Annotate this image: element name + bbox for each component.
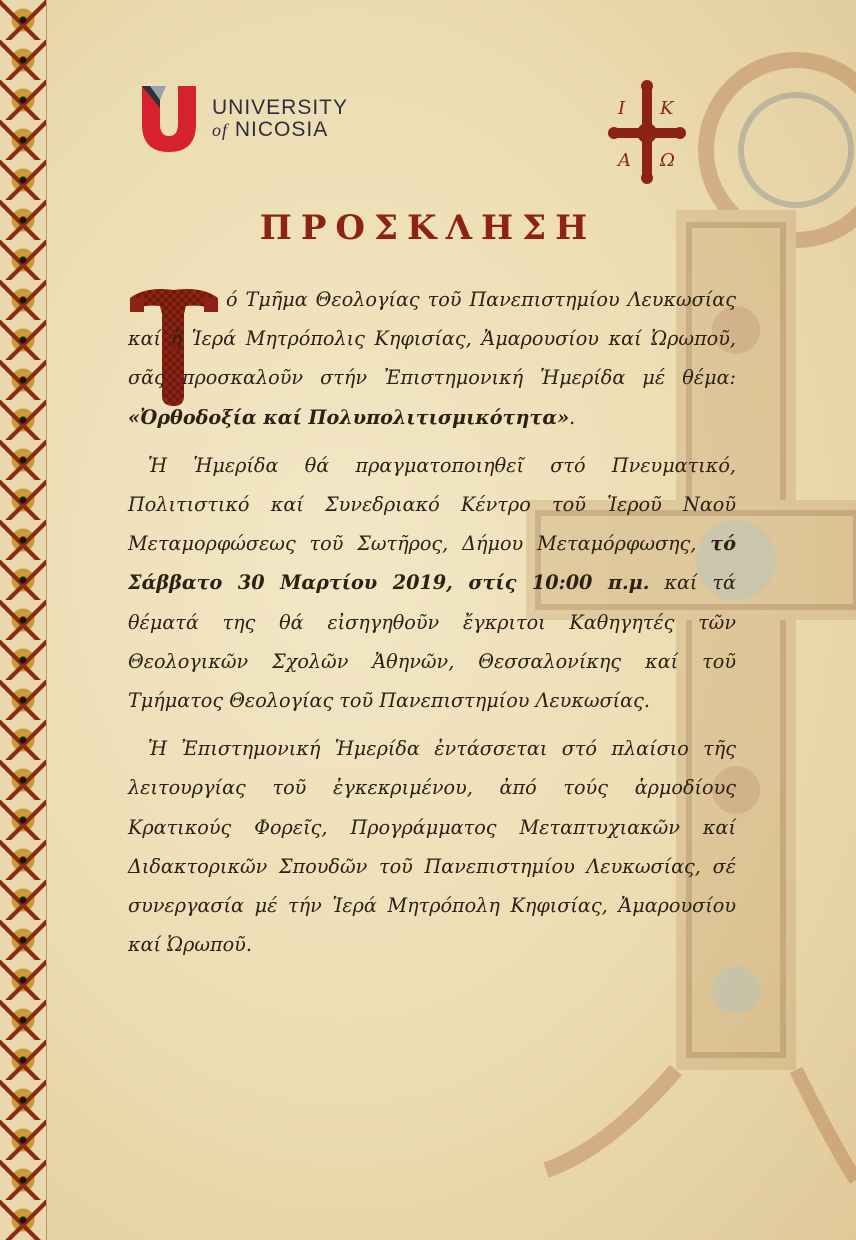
logo-university: UNIVERSITY bbox=[212, 95, 349, 119]
emblem-letter-k: Κ bbox=[660, 98, 674, 119]
paragraph-2-text-2: καί τά θέματά της θά εἰσηγηθοῦν ἔγκριτοι Καθηγητές τῶν Θεολογικῶν Σχολῶν Ἀθηνῶν, Θεσσαλονίκης καί τοῦ Τμήματος Θεολογίας τοῦ Πανεπιστημίου Λευκωσίας. bbox=[128, 571, 736, 713]
conference-theme: «Ὀρθοδοξία καί Πολυπολιτισμικότητα» bbox=[128, 405, 570, 429]
university-logo bbox=[140, 84, 348, 154]
paragraph-3-text: Ἡ Ἐπιστημονική Ἡμερίδα ἐντάσσεται στό πλαίσιο τῆς λειτουργίας τοῦ ἐγκεκριμένου, ἀπό τούς ἁρμοδίους Κρατικούς Φορεῖς, Προγράμματος Μεταπτυχιακῶν καί Διδακτορικῶν Σπουδῶν τοῦ Πανεπιστημίου Λευκωσίας, σέ συνεργασία μέ τήν Ἱερά Μητρόπολη Κηφισίας, Ἀμαρουσίου καί Ὠρωποῦ. bbox=[128, 737, 736, 957]
event-date-time: τό Σάββατο 30 Μαρτίου 2019, στίς 10:00 π.μ. bbox=[128, 532, 736, 595]
page-title: ΠΡΟΣΚΛΗΣΗ bbox=[259, 208, 597, 248]
emblem-letter-omega: Ω bbox=[660, 150, 675, 171]
emblem-letter-alpha: Α bbox=[618, 150, 631, 171]
paragraph-1 bbox=[128, 280, 736, 437]
paragraph-3 bbox=[128, 729, 736, 964]
paragraph-1-end: . bbox=[569, 405, 576, 429]
paragraph-2 bbox=[128, 446, 736, 720]
university-shield-icon bbox=[140, 84, 198, 154]
emblem-letter-i: Ι bbox=[618, 98, 626, 119]
paragraph-1-text: ό Τμῆμα Θεολογίας τοῦ Πανεπιστημίου Λευκωσίας καί ἡ Ἱερά Μητρόπολις Κηφισίας, Ἀμαρουσίου καί Ὠρωποῦ, σᾶς προσκαλοῦν στήν Ἐπιστημονική Ἡμερίδα μέ θέμα: bbox=[128, 288, 736, 390]
ornamental-border bbox=[0, 0, 47, 1240]
logo-nicosia: NICOSIA bbox=[234, 118, 329, 141]
ornate-cross-icon bbox=[606, 80, 688, 186]
logo-of: of bbox=[212, 120, 229, 140]
paragraph-2-text-1: Ἡ Ἡμερίδα θά πραγματοποιηθεῖ στό Πνευματικό, Πολιτιστικό καί Συνεδριακό Κέντρο τοῦ Ἱεροῦ Ναοῦ Μεταμορφώσεως τοῦ Σωτῆρος, Δήμου Μεταμόρφωσης, bbox=[128, 453, 736, 556]
invitation-text bbox=[128, 280, 736, 964]
